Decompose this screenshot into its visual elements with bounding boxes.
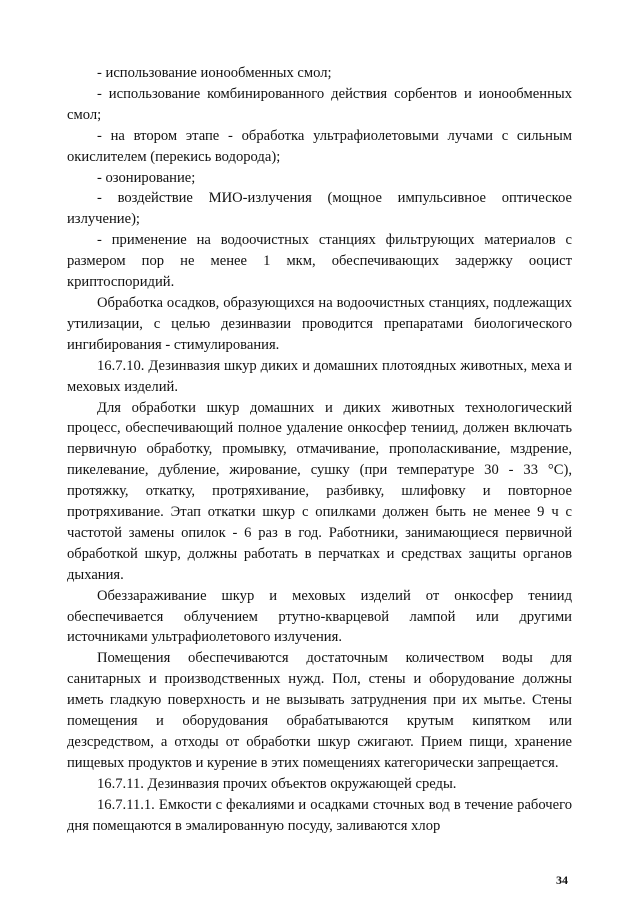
paragraph-uv-treatment: - на втором этапе - обработка ультрафиолетовыми лучами с сильным окислителем (перекись водорода); [67, 127, 572, 165]
page-body [67, 63, 572, 837]
section-heading-16-7-10: 16.7.10. Дезинвазия шкур диких и домашних плотоядных животных, меха и меховых изделий. [67, 357, 572, 395]
paragraph-uv-disinfection: Обеззараживание шкур и меховых изделий от онкосфер тениид обеспечивается облучением ртутно-кварцевой лампой или другими источниками ультрафиолетового излучения. [67, 587, 572, 646]
paragraph-ion-exchange-resins: - использование ионообменных смол; [97, 65, 332, 81]
paragraph-combined-sorbents: - использование комбинированного действия сорбентов и ионообменных смол; [67, 85, 572, 123]
paragraph-filter-materials: - применение на водоочистных станциях фильтрующих материалов с размером пор не менее 1 мкм, обеспечивающих задержку ооцист криптоспоридий. [67, 232, 572, 291]
paragraph-16-7-11-1: 16.7.11.1. Емкости с фекалиями и осадками сточных вод в течение рабочего дня помещаются в эмалированную посуду, заливаются хлор [67, 796, 572, 834]
paragraph-premises-requirements: Помещения обеспечиваются достаточным количеством воды для санитарных и производственных нужд. Пол, стены и оборудование должны иметь гладкую поверхность и не вызывать затруднения при их мытье. Стены помещения и оборудования обрабатываются крутым кипятком или дезсредством, а отходы от обработки шкур сжигают. Прием пищи, хранение пищевых продуктов и курение в этих помещениях категорически запрещается. [67, 650, 572, 771]
paragraph-mio-radiation: - воздействие МИО-излучения (мощное импульсивное оптическое излучение); [67, 190, 572, 228]
page-number: 34 [556, 873, 568, 887]
paragraph-hide-processing: Для обработки шкур домашних и диких животных технологический процесс, обеспечивающий полное удаление онкосфер тениид, должен включать первичную обработку, промывку, отмачивание, прополаскивание, мздрение, пикелевание, дубление, жирование, сушку (при температуре 30 - 33 °С), протяжку, откатку, протряхивание, разбивку, шлифовку и повторное протряхивание. Этап откатки шкур с опилками должен быть не менее 9 ч с частотой замены опилок - 6 раз в год. Работники, занимающиеся первичной обработкой шкур, должны работать в перчатках и средствах защиты органов дыхания. [67, 399, 572, 583]
section-heading-16-7-11: 16.7.11. Дезинвазия прочих объектов окружающей среды. [97, 775, 457, 792]
paragraph-ozonation: - озонирование; [97, 169, 196, 186]
paragraph-sediment-treatment: Обработка осадков, образующихся на водоочистных станциях, подлежащих утилизации, с целью дезинвазии проводится препаратами биологического ингибирования - стимулирования. [67, 294, 572, 353]
